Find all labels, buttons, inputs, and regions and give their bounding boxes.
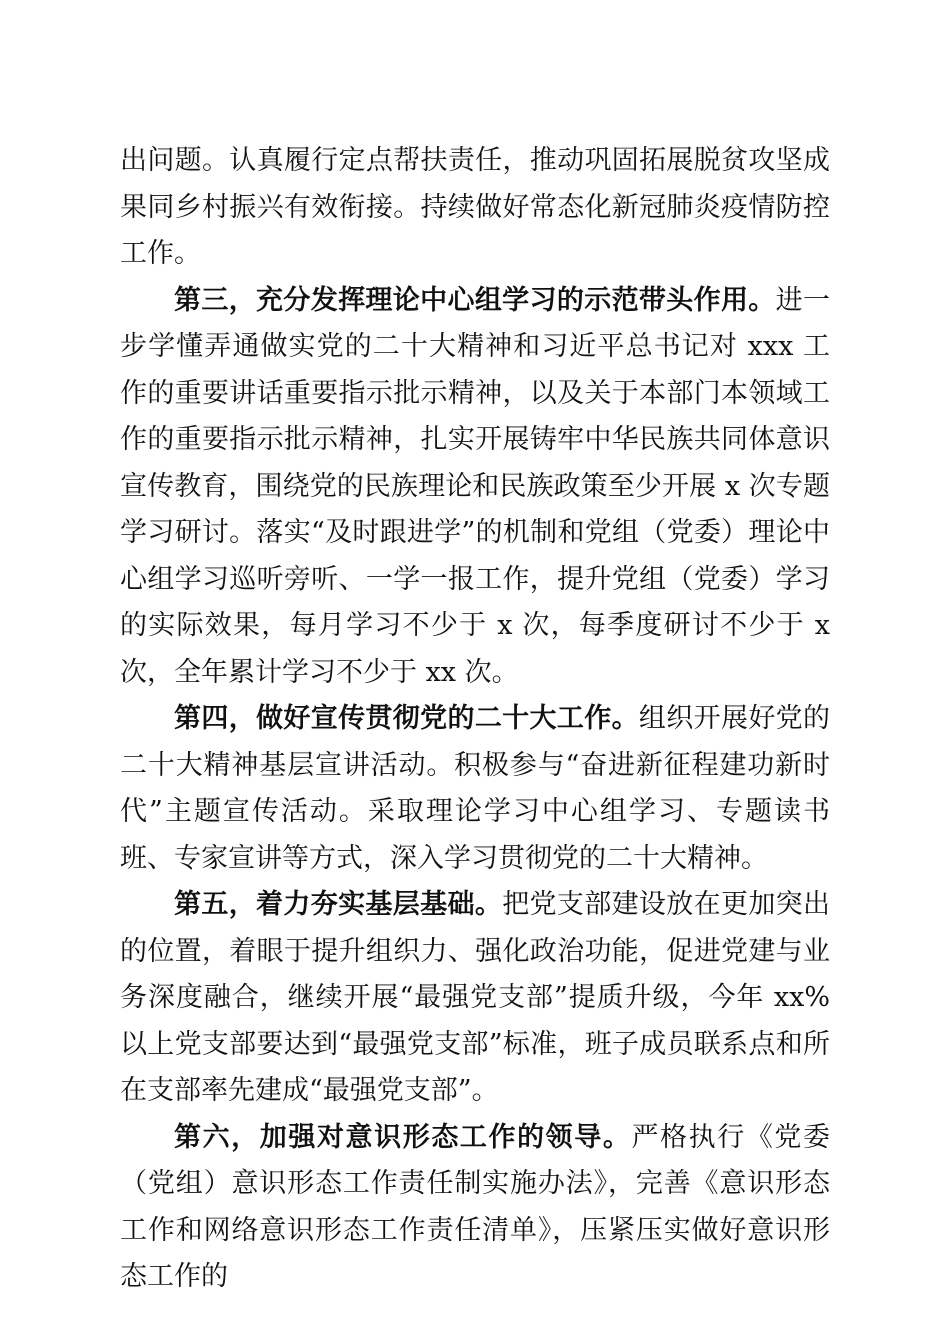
paragraph-heading: 第六，加强对意识形态工作的领导。: [174, 1121, 632, 1153]
paragraph-text: 严格执行《党委（党组）意识形态工作责任制实施办法》，完善《意识形态工作和网络意识形态工作责任清单》，压紧压实做好意识形态工作的: [120, 1121, 831, 1292]
paragraph-text: 进一步学懂弄通做实党的二十大精神和习近平总书记对 xxx 工作的重要讲话重要指示批示精神，以及关于本部门本领域工作的重要指示批示精神，扎实开展铸牢中华民族共同体意识宣传教育，围绕党的民族理论和民族政策至少开展 x 次专题学习研讨。落实“及时跟进学”的机制和党组（党委）理论中心组学习巡听旁听、一学一报工作，提升党组（党委）学习的实际效果，每月学习不少于 x 次，每季度研讨不少于 x 次，全年累计学习不少于 xx 次。: [120, 284, 831, 688]
paragraph-text: 出问题。认真履行定点帮扶责任，推动巩固拓展脱贫攻坚成果同乡村振兴有效衔接。持续做好常态化新冠肺炎疫情防控工作。: [120, 145, 830, 269]
document-page: [120, 138, 830, 1301]
paragraph-text: 组织开展好党的二十大精神基层宣讲活动。积极参与“奋进新征程建功新时代”主题宣传活动。采取理论学习中心组学习、专题读书班、专家宣讲等方式，深入学习贯彻党的二十大精神。: [120, 703, 831, 874]
paragraph-continuation: [120, 138, 830, 278]
paragraph-fifth: [120, 882, 830, 1115]
paragraph-fourth: [120, 696, 830, 882]
paragraph-third: [120, 278, 830, 697]
paragraph-heading: 第三，充分发挥理论中心组学习的示范带头作用。: [174, 284, 776, 316]
paragraph-text: 把党支部建设放在更加突出的位置，着眼于提升组织力、强化政治功能，促进党建与业务深度融合，继续开展“最强党支部”提质升级，今年 xx%以上党支部要达到“最强党支部”标准，班子成员联系点和所在支部率先建成“最强党支部”。: [120, 889, 831, 1106]
paragraph-heading: 第五，着力夯实基层基础。: [174, 889, 503, 920]
paragraph-sixth: [120, 1115, 830, 1301]
paragraph-heading: 第四，做好宣传贯彻党的二十大工作。: [174, 703, 639, 734]
